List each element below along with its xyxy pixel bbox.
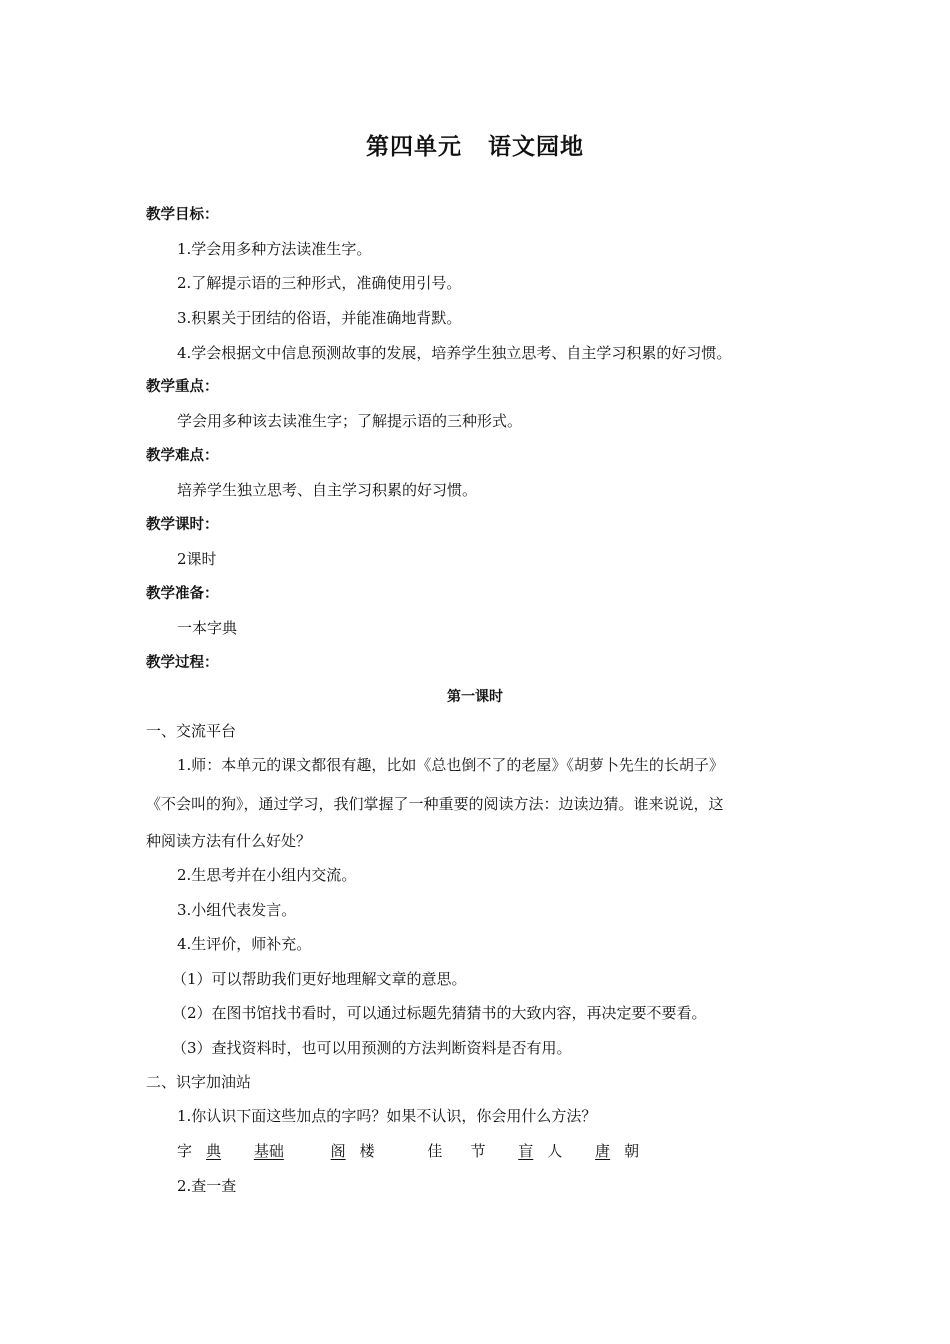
objectives-heading: 教学目标： xyxy=(146,207,219,223)
difficulty-heading: 教学难点： xyxy=(146,448,219,464)
process-heading: 教学过程： xyxy=(146,655,219,671)
key-points-text: 学会用多种该去读准生字；了解提示语的三种形式。 xyxy=(177,412,523,430)
paragraph-line: 种阅读方法有什么好处？ xyxy=(146,832,312,850)
word-item: 唐 朝 xyxy=(595,1142,640,1160)
point-item: （2）在图书馆找书看时，可以通过标题先猜猜书的大致内容，再决定要不要看。 xyxy=(172,1004,707,1022)
hours-heading: 教学课时： xyxy=(146,517,219,533)
question-text: 1.你认识下面这些加点的字吗？如果不认识，你会用什么方法？ xyxy=(177,1107,597,1125)
title-topic: 语文园地 xyxy=(488,134,584,160)
step-item: 2.查一查 xyxy=(177,1177,237,1195)
objective-item: 2.了解提示语的三种形式，准确使用引号。 xyxy=(177,274,462,292)
step-item: 4.生评价，师补充。 xyxy=(177,935,312,953)
point-item: （3）查找资料时，也可以用预测的方法判断资料是否有用。 xyxy=(172,1039,572,1057)
preparation-heading: 教学准备： xyxy=(146,586,219,602)
difficulty-text: 培养学生独立思考、自主学习积累的好习惯。 xyxy=(177,481,478,499)
step-item: 2.生思考并在小组内交流。 xyxy=(177,866,357,884)
section-title: 二、识字加油站 xyxy=(146,1073,252,1091)
title-unit: 第四单元 xyxy=(366,134,462,160)
objective-item: 4.学会根据文中信息预测故事的发展，培养学生独立思考、自主学习积累的好习惯。 xyxy=(177,344,732,362)
page-title xyxy=(0,128,950,161)
paragraph-line: 《不会叫的狗》，通过学习，我们掌握了一种重要的阅读方法：边读边猜。谁来说说，这 xyxy=(146,795,724,813)
objective-item: 1.学会用多种方法读准生字。 xyxy=(177,240,372,258)
word-item: 盲 人 xyxy=(518,1142,563,1160)
step-item: 3.小组代表发言。 xyxy=(177,901,297,919)
word-item: 佳 节 xyxy=(427,1142,486,1160)
word-list xyxy=(177,1141,667,1161)
hours-text: 2课时 xyxy=(177,550,217,568)
point-item: （1）可以帮助我们更好地理解文章的意思。 xyxy=(172,970,467,988)
word-item: 字 典 xyxy=(177,1142,222,1160)
section-title: 一、交流平台 xyxy=(146,722,237,740)
lesson-heading: 第一课时 xyxy=(447,689,503,705)
paragraph-line: 1.师：本单元的课文都很有趣，比如《总也倒不了的老屋》《胡萝卜先生的长胡子》 xyxy=(177,756,724,774)
word-item: 阁 楼 xyxy=(330,1142,375,1160)
word-item: 基础 xyxy=(253,1142,284,1160)
key-points-heading: 教学重点： xyxy=(146,379,219,395)
objective-item: 3.积累关于团结的俗语，并能准确地背默。 xyxy=(177,309,462,327)
preparation-text: 一本字典 xyxy=(177,619,238,637)
